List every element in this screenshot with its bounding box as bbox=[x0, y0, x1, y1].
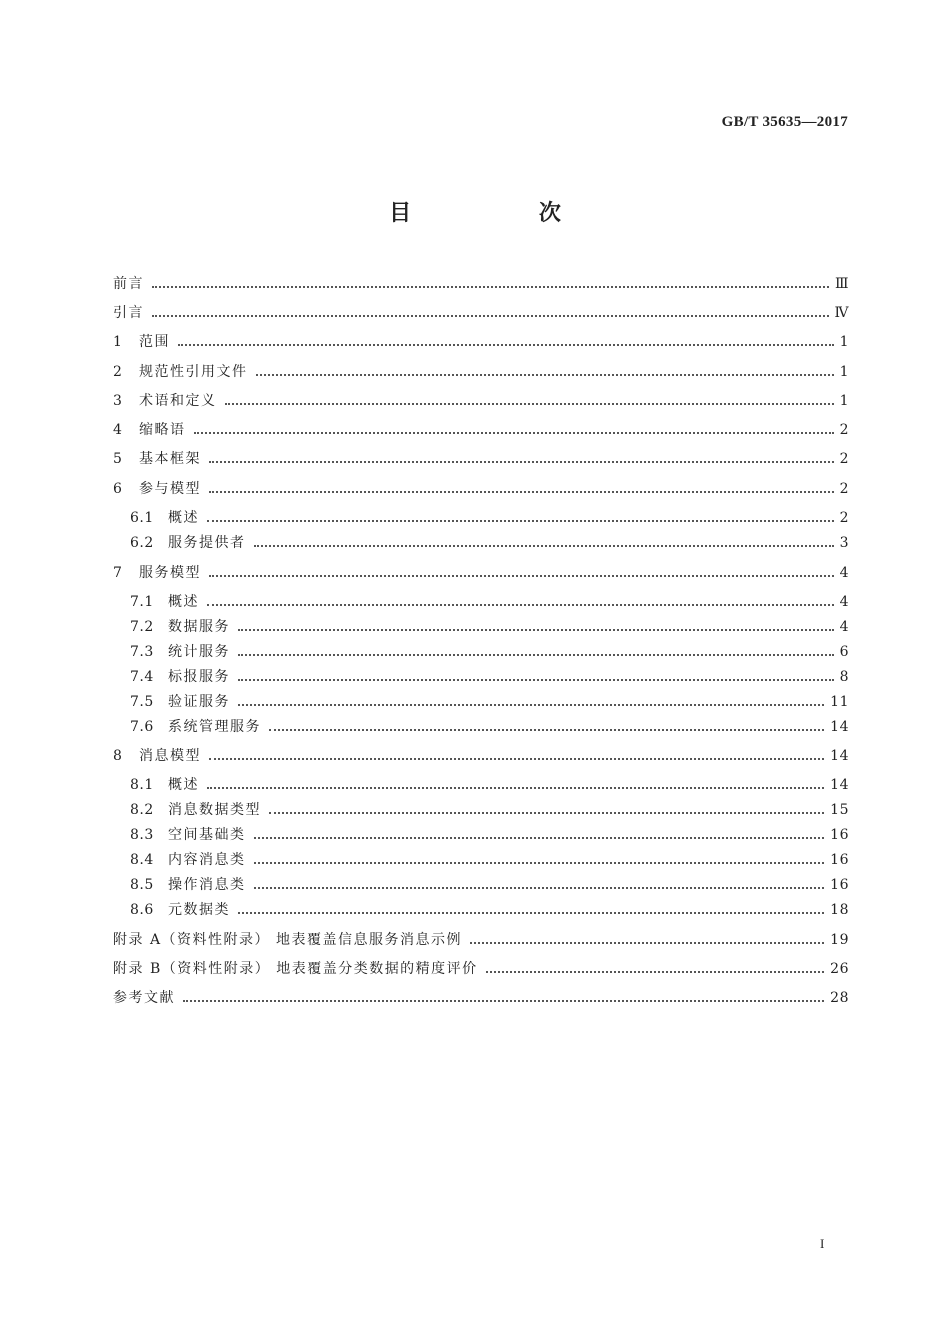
toc-entry-page: 1 bbox=[839, 393, 849, 409]
toc-dot-leader bbox=[269, 715, 824, 739]
toc-entry[interactable] bbox=[130, 873, 849, 897]
toc-entry-number: 8.2 bbox=[130, 802, 154, 818]
toc-dot-leader bbox=[238, 690, 824, 714]
toc-entry-page: 18 bbox=[830, 902, 849, 918]
toc-entry-label bbox=[130, 506, 199, 530]
toc-dot-leader bbox=[238, 665, 834, 689]
toc-dot-leader bbox=[254, 848, 825, 872]
toc-entry-page: 26 bbox=[830, 961, 849, 977]
toc-entry[interactable] bbox=[113, 447, 849, 471]
toc-entry-page: 1 bbox=[839, 334, 849, 350]
toc-entry-title: 概述 bbox=[168, 510, 199, 526]
toc-entry-page: 11 bbox=[830, 694, 849, 710]
toc-entry[interactable] bbox=[130, 590, 849, 614]
toc-entry[interactable] bbox=[130, 715, 849, 739]
toc-entry[interactable] bbox=[113, 957, 849, 981]
toc-entry-title: 服务模型 bbox=[139, 565, 201, 581]
toc-entry-label bbox=[113, 389, 217, 413]
toc-entry-page: 15 bbox=[830, 802, 849, 818]
toc-entry-page: 4 bbox=[839, 619, 849, 635]
page-number: I bbox=[820, 1236, 825, 1251]
toc-entry-label bbox=[130, 798, 261, 822]
toc-entry-page: 4 bbox=[839, 594, 849, 610]
toc-entry-number: 8.5 bbox=[130, 877, 154, 893]
toc-entry-number: 3 bbox=[113, 393, 123, 409]
toc-dot-leader bbox=[256, 360, 834, 384]
toc-entry-number: 8.1 bbox=[130, 777, 154, 793]
toc-entry-label bbox=[113, 301, 144, 325]
toc-entry-title: 附录 B（资料性附录） 地表覆盖分类数据的精度评价 bbox=[113, 961, 478, 977]
toc-entry-label bbox=[130, 848, 246, 872]
toc-entry-number: 8.6 bbox=[130, 902, 154, 918]
toc-entry-number: 8 bbox=[113, 748, 123, 764]
toc-entry-page: 4 bbox=[839, 565, 849, 581]
toc-entry[interactable] bbox=[130, 898, 849, 922]
toc-entry[interactable] bbox=[113, 477, 849, 501]
standard-number: GB/T 35635—2017 bbox=[721, 114, 848, 130]
toc-entry-page: 14 bbox=[830, 719, 849, 735]
toc-entry-number: 7.6 bbox=[130, 719, 154, 735]
toc-entry-title: 参与模型 bbox=[139, 481, 201, 497]
toc-entry[interactable] bbox=[130, 773, 849, 797]
toc-entry[interactable] bbox=[130, 506, 849, 530]
toc-dot-leader bbox=[254, 823, 825, 847]
toc-dot-leader bbox=[207, 773, 824, 797]
toc-entry[interactable] bbox=[113, 301, 849, 325]
toc-entry-page: 14 bbox=[830, 748, 849, 764]
toc-entry-page: 16 bbox=[830, 827, 849, 843]
toc-entry-label bbox=[113, 928, 462, 952]
toc-entry-label bbox=[130, 823, 246, 847]
toc-entry-number: 7.2 bbox=[130, 619, 154, 635]
toc-entry-page: Ⅳ bbox=[834, 305, 849, 321]
toc-entry-title: 操作消息类 bbox=[168, 877, 246, 893]
toc-dot-leader bbox=[238, 615, 834, 639]
toc-entry[interactable] bbox=[130, 531, 849, 555]
toc-entry-page: Ⅲ bbox=[834, 276, 849, 292]
toc-entry[interactable] bbox=[113, 561, 849, 585]
toc-entry-label bbox=[130, 665, 230, 689]
toc-entry-label bbox=[113, 272, 144, 296]
toc-entry[interactable] bbox=[113, 389, 849, 413]
toc-dot-leader bbox=[152, 301, 829, 325]
toc-entry-title: 消息数据类型 bbox=[168, 802, 261, 818]
toc-entry[interactable] bbox=[130, 798, 849, 822]
toc-entry-title: 规范性引用文件 bbox=[139, 364, 248, 380]
toc-entry-number: 7.1 bbox=[130, 594, 154, 610]
toc-entry-title: 消息模型 bbox=[139, 748, 201, 764]
toc-entry-label bbox=[130, 898, 230, 922]
toc-dot-leader bbox=[194, 418, 834, 442]
toc-dot-leader bbox=[254, 531, 834, 555]
toc-entry-label bbox=[113, 561, 201, 585]
toc-entry-number: 8.4 bbox=[130, 852, 154, 868]
toc-entry-title: 数据服务 bbox=[168, 619, 230, 635]
toc-entry[interactable] bbox=[130, 690, 849, 714]
toc-entry-page: 19 bbox=[830, 932, 849, 948]
toc-entry-label bbox=[130, 531, 246, 555]
toc-entry-number: 2 bbox=[113, 364, 123, 380]
toc-entry-number: 7 bbox=[113, 565, 123, 581]
toc-entry[interactable] bbox=[130, 823, 849, 847]
toc-entry-page: 28 bbox=[830, 990, 849, 1006]
toc-dot-leader bbox=[209, 447, 834, 471]
toc-entry-title: 术语和定义 bbox=[139, 393, 217, 409]
toc-entry-page: 2 bbox=[839, 451, 849, 467]
toc-entry-title: 前言 bbox=[113, 276, 144, 292]
toc-entry-title: 标报服务 bbox=[168, 669, 230, 685]
toc-dot-leader bbox=[183, 986, 824, 1010]
toc-entry[interactable] bbox=[113, 928, 849, 952]
toc-dot-leader bbox=[238, 640, 834, 664]
toc-entry-title: 参考文献 bbox=[113, 990, 175, 1006]
toc-dot-leader bbox=[207, 590, 834, 614]
toc-entry-title: 范围 bbox=[139, 334, 170, 350]
toc-entry-title: 概述 bbox=[168, 777, 199, 793]
toc-entry-number: 4 bbox=[113, 422, 123, 438]
toc-dot-leader bbox=[269, 798, 824, 822]
toc-entry-number: 6.2 bbox=[130, 535, 154, 551]
toc-dot-leader bbox=[209, 744, 824, 768]
toc-entry[interactable] bbox=[113, 360, 849, 384]
toc-entry-number: 7.4 bbox=[130, 669, 154, 685]
toc-entry-title: 统计服务 bbox=[168, 644, 230, 660]
toc-entry-title: 附录 A（资料性附录） 地表覆盖信息服务消息示例 bbox=[113, 932, 463, 948]
toc-entry-label bbox=[113, 986, 175, 1010]
toc-entry[interactable] bbox=[130, 615, 849, 639]
toc-entry-label bbox=[113, 477, 201, 501]
toc-entry-page: 16 bbox=[830, 877, 849, 893]
toc-entry-number: 7.3 bbox=[130, 644, 154, 660]
toc-dot-leader bbox=[209, 561, 834, 585]
toc-entry-page: 16 bbox=[830, 852, 849, 868]
toc-entry-label bbox=[113, 744, 201, 768]
toc-entry-title: 缩略语 bbox=[139, 422, 186, 438]
toc-entry-number: 7.5 bbox=[130, 694, 154, 710]
toc-entry-label bbox=[130, 590, 199, 614]
toc-entry-label bbox=[130, 640, 230, 664]
toc-entry-label bbox=[130, 690, 230, 714]
toc-entry-page: 8 bbox=[839, 669, 849, 685]
toc-dot-leader bbox=[225, 389, 834, 413]
page-title: 目 次 bbox=[389, 200, 621, 226]
toc-entry-label bbox=[113, 957, 478, 981]
toc-entry-number: 5 bbox=[113, 451, 123, 467]
toc-entry[interactable] bbox=[113, 418, 849, 442]
toc-entry-title: 内容消息类 bbox=[168, 852, 246, 868]
toc-entry-page: 2 bbox=[839, 481, 849, 497]
toc-entry-title: 验证服务 bbox=[168, 694, 230, 710]
toc-dot-leader bbox=[207, 506, 834, 530]
toc-entry-page: 14 bbox=[830, 777, 849, 793]
toc-entry-title: 引言 bbox=[113, 305, 144, 321]
toc-dot-leader bbox=[238, 898, 824, 922]
toc-entry-number: 8.3 bbox=[130, 827, 154, 843]
toc-entry-title: 元数据类 bbox=[168, 902, 230, 918]
toc-entry-title: 空间基础类 bbox=[168, 827, 246, 843]
toc-entry-page: 3 bbox=[839, 535, 849, 551]
toc-dot-leader bbox=[254, 873, 825, 897]
toc-dot-leader bbox=[178, 330, 834, 354]
toc-entry-label bbox=[113, 418, 186, 442]
toc-entry-label bbox=[113, 360, 248, 384]
toc-entry-label bbox=[130, 715, 261, 739]
toc-entry-label bbox=[113, 330, 170, 354]
toc-entry-number: 6 bbox=[113, 481, 123, 497]
toc-entry[interactable] bbox=[130, 665, 849, 689]
toc-entry-title: 概述 bbox=[168, 594, 199, 610]
toc-entry-number: 6.1 bbox=[130, 510, 154, 526]
toc-entry[interactable] bbox=[113, 986, 849, 1010]
toc-entry-page: 2 bbox=[839, 510, 849, 526]
toc-entry[interactable] bbox=[113, 744, 849, 768]
toc-dot-leader bbox=[486, 957, 824, 981]
toc-entry[interactable] bbox=[130, 640, 849, 664]
toc-entry-title: 基本框架 bbox=[139, 451, 201, 467]
toc-entry[interactable] bbox=[130, 848, 849, 872]
toc-entry-title: 系统管理服务 bbox=[168, 719, 261, 735]
toc-entry-label bbox=[130, 615, 230, 639]
toc-entry-label bbox=[130, 773, 199, 797]
toc-entry-label bbox=[130, 873, 246, 897]
toc-entry[interactable] bbox=[113, 272, 849, 296]
toc-dot-leader bbox=[209, 477, 834, 501]
toc-entry-title: 服务提供者 bbox=[168, 535, 246, 551]
toc-entry-page: 2 bbox=[839, 422, 849, 438]
toc-entry-page: 1 bbox=[839, 364, 849, 380]
toc-dot-leader bbox=[152, 272, 829, 296]
toc-entry[interactable] bbox=[113, 330, 849, 354]
toc-entry-label bbox=[113, 447, 201, 471]
toc-entry-number: 1 bbox=[113, 334, 123, 350]
toc-dot-leader bbox=[470, 928, 824, 952]
toc-entry-page: 6 bbox=[839, 644, 849, 660]
